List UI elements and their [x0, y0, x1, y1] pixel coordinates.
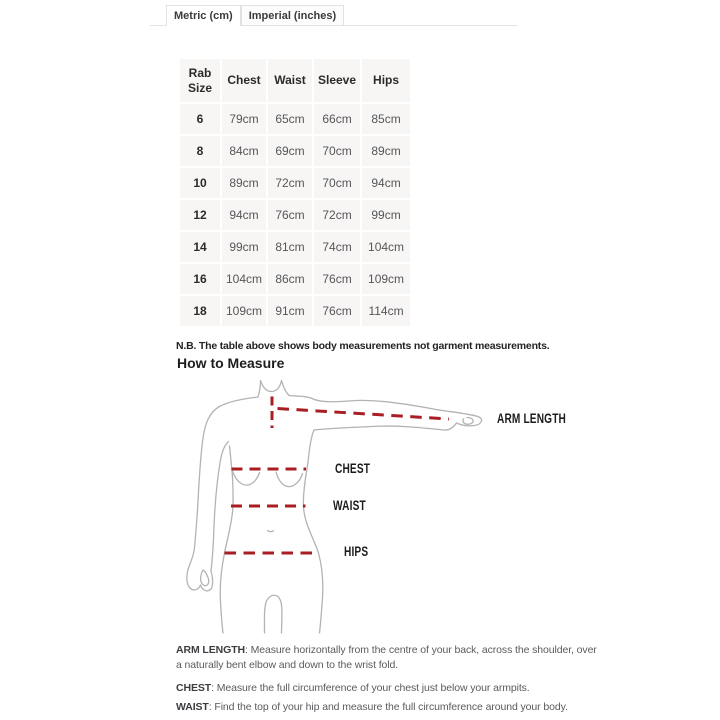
size-value: 10	[180, 168, 220, 198]
table-row	[180, 104, 410, 134]
hips-value: 104cm	[362, 232, 410, 262]
chest-instruction	[176, 681, 600, 696]
chest-value: 79cm	[222, 104, 266, 134]
size-value: 14	[180, 232, 220, 262]
size-value: 16	[180, 264, 220, 294]
hips-value: 89cm	[362, 136, 410, 166]
size-value: 18	[180, 296, 220, 326]
table-row	[180, 296, 410, 326]
chest-text: : Measure the full circumference of your chest just below your armpits.	[211, 682, 530, 694]
size-value: 6	[180, 104, 220, 134]
chest-value: 94cm	[222, 200, 266, 230]
size-value: 8	[180, 136, 220, 166]
waist-value: 69cm	[268, 136, 312, 166]
table-header-row	[180, 59, 410, 102]
waist-value: 72cm	[268, 168, 312, 198]
chest-term: CHEST	[176, 682, 212, 694]
sleeve-value: 70cm	[314, 168, 360, 198]
waist-value: 91cm	[268, 296, 312, 326]
waist-value: 65cm	[268, 104, 312, 134]
sleeve-value: 76cm	[314, 296, 360, 326]
sleeve-value: 72cm	[314, 200, 360, 230]
chest-label: CHEST	[335, 461, 371, 476]
chest-value: 84cm	[222, 136, 266, 166]
table-row	[180, 136, 410, 166]
table-row	[180, 232, 410, 262]
chest-value: 109cm	[222, 296, 266, 326]
arm-length-label: ARM LENGTH	[497, 411, 566, 426]
hips-value: 99cm	[362, 200, 410, 230]
chest-value: 99cm	[222, 232, 266, 262]
table-row	[180, 264, 410, 294]
waist-instruction	[176, 700, 600, 715]
hips-value: 85cm	[362, 104, 410, 134]
arm-length-term: ARM LENGTH	[176, 644, 245, 656]
waist-term: WAIST	[176, 701, 209, 713]
size-table	[178, 57, 412, 328]
col-header-chest: Chest	[222, 59, 266, 102]
sleeve-value: 74cm	[314, 232, 360, 262]
body-measurements-note: N.B. The table above shows body measurements not garment measurements.	[176, 340, 550, 352]
how-to-measure-heading: How to Measure	[177, 355, 285, 371]
hips-value: 114cm	[362, 296, 410, 326]
arm-length-text: : Measure horizontally from the centre of your back, across the shoulder, over a naturally bent elbow and down to the wrist fold.	[176, 644, 597, 671]
table-row	[180, 200, 410, 230]
tab-metric[interactable]: Metric (cm)	[166, 5, 241, 26]
chest-value: 89cm	[222, 168, 266, 198]
unit-tabs	[150, 5, 517, 26]
sleeve-value: 66cm	[314, 104, 360, 134]
waist-label: WAIST	[333, 498, 366, 513]
waist-value: 86cm	[268, 264, 312, 294]
arm-length-measure-line	[278, 409, 450, 420]
waist-text: : Find the top of your hip and measure the full circumference around your body.	[208, 701, 568, 713]
hips-value: 109cm	[362, 264, 410, 294]
tab-imperial[interactable]: Imperial (inches)	[241, 5, 344, 25]
chest-value: 104cm	[222, 264, 266, 294]
size-value: 12	[180, 200, 220, 230]
table-row	[180, 168, 410, 198]
col-header-waist: Waist	[268, 59, 312, 102]
col-header-hips: Hips	[362, 59, 410, 102]
col-header-rab-size: Rab Size	[180, 59, 220, 102]
waist-value: 81cm	[268, 232, 312, 262]
arm-length-instruction	[176, 643, 600, 673]
hips-value: 94cm	[362, 168, 410, 198]
hips-label: HIPS	[344, 544, 369, 559]
col-header-sleeve: Sleeve	[314, 59, 360, 102]
sleeve-value: 76cm	[314, 264, 360, 294]
sleeve-value: 70cm	[314, 136, 360, 166]
waist-value: 76cm	[268, 200, 312, 230]
